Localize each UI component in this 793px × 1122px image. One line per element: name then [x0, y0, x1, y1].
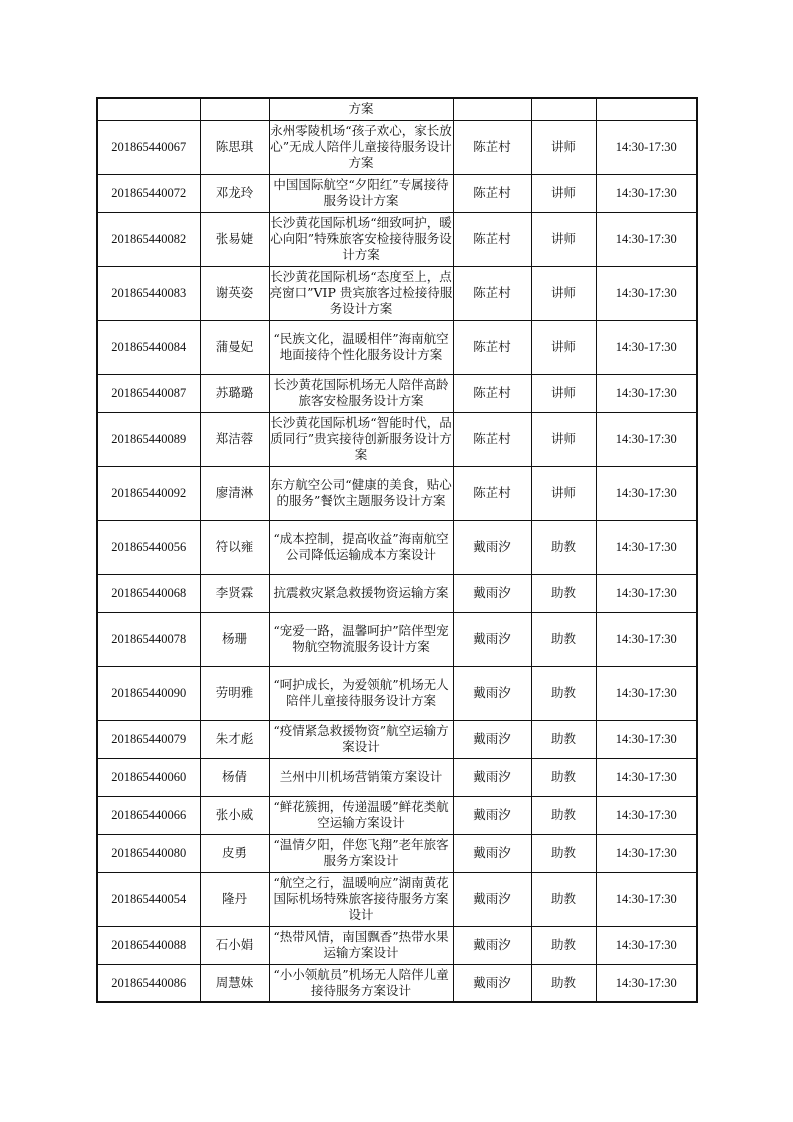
topic-cell: 东方航空公司“健康的美食，贴心的服务”餐饮主题服务设计方案 [269, 466, 453, 520]
topic-cell: 长沙黄花国际机场无人陪伴高龄旅客安检服务设计方案 [269, 374, 453, 412]
teacher-title-cell: 助教 [531, 964, 596, 1002]
table-row [97, 872, 697, 926]
topic-cell: 长沙黄花国际机场“细致呵护，暖心向阳”特殊旅客安检接待服务设计方案 [269, 212, 453, 266]
topic-cell: 抗震救灾紧急救援物资运输方案 [269, 574, 453, 612]
student-name-cell: 隆丹 [200, 872, 269, 926]
table-row [97, 120, 697, 174]
teacher-title-cell: 助教 [531, 666, 596, 720]
time-cell: 14:30-17:30 [596, 174, 697, 212]
time-cell: 14:30-17:30 [596, 666, 697, 720]
teacher-title-cell [531, 98, 596, 120]
student-name-cell: 朱才彪 [200, 720, 269, 758]
student-id-cell: 201865440079 [97, 720, 200, 758]
student-id-cell [97, 98, 200, 120]
teacher-title-cell: 助教 [531, 758, 596, 796]
student-id-cell: 201865440082 [97, 212, 200, 266]
teacher-cell: 陈芷村 [453, 466, 531, 520]
time-cell: 14:30-17:30 [596, 320, 697, 374]
teacher-cell: 陈芷村 [453, 174, 531, 212]
time-cell: 14:30-17:30 [596, 120, 697, 174]
table-row [97, 612, 697, 666]
time-cell: 14:30-17:30 [596, 266, 697, 320]
teacher-title-cell: 助教 [531, 926, 596, 964]
teacher-cell: 戴雨汐 [453, 758, 531, 796]
topic-cell: 方案 [269, 98, 453, 120]
teacher-cell: 陈芷村 [453, 374, 531, 412]
teacher-title-cell: 助教 [531, 720, 596, 758]
topic-cell: 永州零陵机场“孩子欢心，家长放心”无成人陪伴儿童接待服务设计方案 [269, 120, 453, 174]
topic-cell: “呵护成长，为爱领航”机场无人陪伴儿童接待服务设计方案 [269, 666, 453, 720]
teacher-cell: 戴雨汐 [453, 612, 531, 666]
topic-cell: “疫情紧急救援物资”航空运输方案设计 [269, 720, 453, 758]
table-row [97, 666, 697, 720]
table-body [97, 98, 697, 1002]
teacher-cell: 陈芷村 [453, 120, 531, 174]
student-name-cell: 劳明雅 [200, 666, 269, 720]
student-id-cell: 201865440060 [97, 758, 200, 796]
table-row [97, 926, 697, 964]
student-id-cell: 201865440084 [97, 320, 200, 374]
table-row [97, 320, 697, 374]
student-name-cell: 周慧妹 [200, 964, 269, 1002]
student-name-cell: 苏璐璐 [200, 374, 269, 412]
student-name-cell: 郑洁蓉 [200, 412, 269, 466]
time-cell: 14:30-17:30 [596, 926, 697, 964]
teacher-cell: 戴雨汐 [453, 720, 531, 758]
student-id-cell: 201865440092 [97, 466, 200, 520]
time-cell: 14:30-17:30 [596, 834, 697, 872]
student-id-cell: 201865440086 [97, 964, 200, 1002]
student-id-cell: 201865440088 [97, 926, 200, 964]
table-row [97, 412, 697, 466]
time-cell: 14:30-17:30 [596, 412, 697, 466]
student-name-cell: 蒲曼妃 [200, 320, 269, 374]
teacher-title-cell: 讲师 [531, 466, 596, 520]
table-row [97, 720, 697, 758]
teacher-cell: 陈芷村 [453, 320, 531, 374]
student-name-cell: 石小娟 [200, 926, 269, 964]
student-id-cell: 201865440078 [97, 612, 200, 666]
teacher-cell: 戴雨汐 [453, 574, 531, 612]
student-id-cell: 201865440089 [97, 412, 200, 466]
time-cell: 14:30-17:30 [596, 574, 697, 612]
student-name-cell: 邓龙玲 [200, 174, 269, 212]
time-cell [596, 98, 697, 120]
teacher-title-cell: 讲师 [531, 120, 596, 174]
topic-cell: 长沙黄花国际机场“态度至上，点亮窗口”VIP 贵宾旅客过检接待服务设计方案 [269, 266, 453, 320]
table-row [97, 266, 697, 320]
time-cell: 14:30-17:30 [596, 466, 697, 520]
teacher-cell: 戴雨汐 [453, 964, 531, 1002]
time-cell: 14:30-17:30 [596, 720, 697, 758]
student-id-cell: 201865440072 [97, 174, 200, 212]
student-id-cell: 201865440056 [97, 520, 200, 574]
teacher-title-cell: 助教 [531, 520, 596, 574]
student-name-cell: 陈思琪 [200, 120, 269, 174]
table-row [97, 520, 697, 574]
time-cell: 14:30-17:30 [596, 796, 697, 834]
student-name-cell [200, 98, 269, 120]
teacher-cell: 陈芷村 [453, 266, 531, 320]
table-row [97, 174, 697, 212]
student-id-cell: 201865440090 [97, 666, 200, 720]
teacher-title-cell: 讲师 [531, 374, 596, 412]
student-id-cell: 201865440083 [97, 266, 200, 320]
teacher-cell: 戴雨汐 [453, 520, 531, 574]
student-id-cell: 201865440068 [97, 574, 200, 612]
teacher-cell [453, 98, 531, 120]
student-name-cell: 谢英姿 [200, 266, 269, 320]
table-row [97, 574, 697, 612]
teacher-title-cell: 助教 [531, 834, 596, 872]
student-name-cell: 张小威 [200, 796, 269, 834]
student-name-cell: 李贤霖 [200, 574, 269, 612]
topic-cell: “民族文化，温暖相伴”海南航空地面接待个性化服务设计方案 [269, 320, 453, 374]
student-name-cell: 杨倩 [200, 758, 269, 796]
teacher-cell: 戴雨汐 [453, 796, 531, 834]
table-row [97, 796, 697, 834]
time-cell: 14:30-17:30 [596, 612, 697, 666]
teacher-cell: 戴雨汐 [453, 666, 531, 720]
teacher-title-cell: 讲师 [531, 320, 596, 374]
topic-cell: 长沙黄花国际机场“智能时代，品质同行”贵宾接待创新服务设计方案 [269, 412, 453, 466]
student-name-cell: 杨珊 [200, 612, 269, 666]
table-row [97, 964, 697, 1002]
time-cell: 14:30-17:30 [596, 872, 697, 926]
teacher-title-cell: 助教 [531, 612, 596, 666]
student-name-cell: 符以雍 [200, 520, 269, 574]
student-id-cell: 201865440080 [97, 834, 200, 872]
teacher-title-cell: 讲师 [531, 412, 596, 466]
time-cell: 14:30-17:30 [596, 520, 697, 574]
teacher-cell: 戴雨汐 [453, 926, 531, 964]
table-row [97, 98, 697, 120]
teacher-cell: 陈芷村 [453, 412, 531, 466]
topic-cell: 中国国际航空“夕阳红”专属接待服务设计方案 [269, 174, 453, 212]
teacher-title-cell: 助教 [531, 574, 596, 612]
table-row [97, 212, 697, 266]
topic-cell: “成本控制，提高收益”海南航空公司降低运输成本方案设计 [269, 520, 453, 574]
time-cell: 14:30-17:30 [596, 212, 697, 266]
student-id-cell: 201865440054 [97, 872, 200, 926]
topic-cell: “小小领航员”机场无人陪伴儿童接待服务方案设计 [269, 964, 453, 1002]
table-row [97, 374, 697, 412]
time-cell: 14:30-17:30 [596, 964, 697, 1002]
time-cell: 14:30-17:30 [596, 374, 697, 412]
teacher-title-cell: 助教 [531, 796, 596, 834]
student-id-cell: 201865440087 [97, 374, 200, 412]
teacher-title-cell: 讲师 [531, 174, 596, 212]
teacher-title-cell: 讲师 [531, 212, 596, 266]
teacher-cell: 戴雨汐 [453, 872, 531, 926]
student-name-cell: 皮勇 [200, 834, 269, 872]
topic-cell: “鲜花簇拥，传递温暖”鲜花类航空运输方案设计 [269, 796, 453, 834]
schedule-table [96, 97, 698, 1003]
student-id-cell: 201865440066 [97, 796, 200, 834]
student-name-cell: 廖清淋 [200, 466, 269, 520]
teacher-title-cell: 讲师 [531, 266, 596, 320]
topic-cell: “宠爱一路，温馨呵护”陪伴型宠物航空物流服务设计方案 [269, 612, 453, 666]
table-row [97, 466, 697, 520]
student-name-cell: 张易婕 [200, 212, 269, 266]
table-row [97, 758, 697, 796]
teacher-cell: 陈芷村 [453, 212, 531, 266]
student-id-cell: 201865440067 [97, 120, 200, 174]
teacher-cell: 戴雨汐 [453, 834, 531, 872]
topic-cell: 兰州中川机场营销策方案设计 [269, 758, 453, 796]
teacher-title-cell: 助教 [531, 872, 596, 926]
topic-cell: “热带风情，南国飘香”热带水果运输方案设计 [269, 926, 453, 964]
time-cell: 14:30-17:30 [596, 758, 697, 796]
table-row [97, 834, 697, 872]
topic-cell: “航空之行，温暖响应”湖南黄花国际机场特殊旅客接待服务方案设计 [269, 872, 453, 926]
topic-cell: “温情夕阳，伴您飞翔”老年旅客服务方案设计 [269, 834, 453, 872]
